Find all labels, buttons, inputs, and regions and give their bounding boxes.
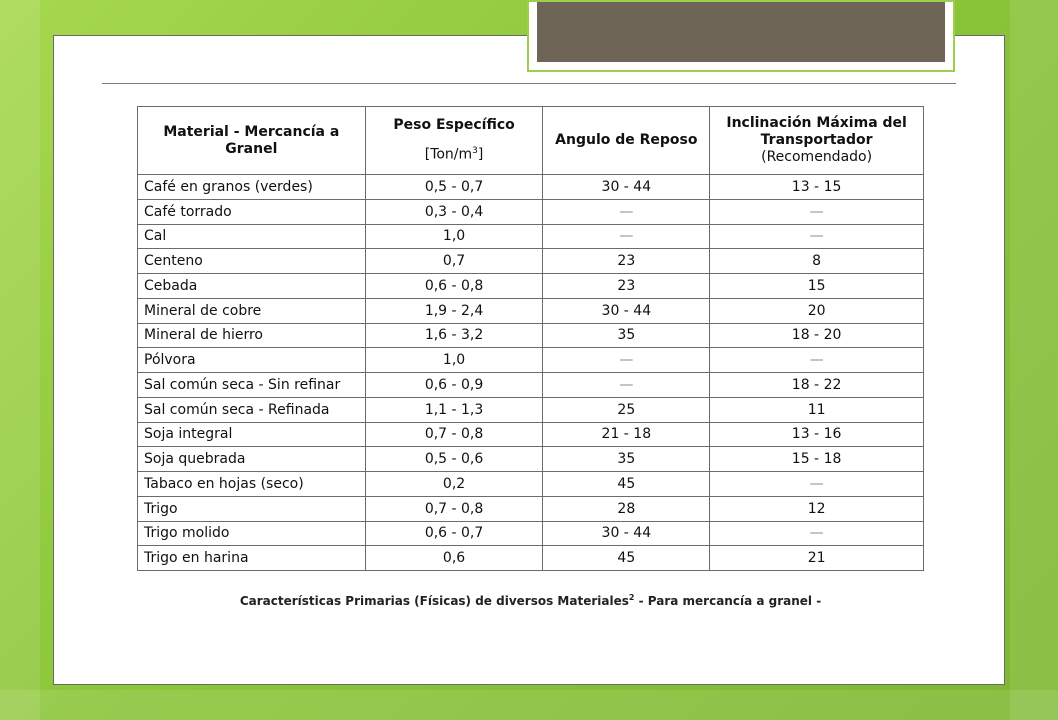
cell-angulo: — — [543, 373, 710, 398]
header-inclinacion: Inclinación Máxima del Transportador (Recomendado) — [710, 107, 924, 175]
cell-material: Sal común seca - Sin refinar — [138, 373, 366, 398]
table-header-row — [138, 107, 924, 175]
cell-inclinacion: — — [710, 348, 924, 373]
cell-peso: 1,0 — [365, 348, 543, 373]
cell-angulo: 21 - 18 — [543, 422, 710, 447]
cell-peso: 0,6 — [365, 546, 543, 571]
cell-inclinacion: 13 - 15 — [710, 175, 924, 200]
title-placeholder — [527, 0, 955, 72]
cell-angulo: 25 — [543, 397, 710, 422]
cell-peso: 0,5 - 0,6 — [365, 447, 543, 472]
table-row — [138, 298, 924, 323]
cell-peso: 0,6 - 0,9 — [365, 373, 543, 398]
background-stripe — [1010, 0, 1058, 720]
cell-inclinacion: 18 - 20 — [710, 323, 924, 348]
table-row — [138, 546, 924, 571]
cell-material: Trigo — [138, 496, 366, 521]
cell-peso: 0,5 - 0,7 — [365, 175, 543, 200]
cell-material: Tabaco en hojas (seco) — [138, 472, 366, 497]
table-row — [138, 348, 924, 373]
cell-peso: 0,7 - 0,8 — [365, 496, 543, 521]
cell-material: Trigo en harina — [138, 546, 366, 571]
table-row — [138, 422, 924, 447]
cell-inclinacion: 21 — [710, 546, 924, 571]
cell-inclinacion: 15 - 18 — [710, 447, 924, 472]
cell-material: Cal — [138, 224, 366, 249]
cell-angulo: 23 — [543, 274, 710, 299]
cell-material: Soja quebrada — [138, 447, 366, 472]
table-row — [138, 472, 924, 497]
header-angulo: Angulo de Reposo — [543, 107, 710, 175]
cell-material: Cebada — [138, 274, 366, 299]
background-stripe — [0, 0, 40, 720]
table-row — [138, 274, 924, 299]
cell-peso: 0,7 - 0,8 — [365, 422, 543, 447]
cell-peso: 0,3 - 0,4 — [365, 199, 543, 224]
cell-peso: 1,1 - 1,3 — [365, 397, 543, 422]
cell-angulo: — — [543, 348, 710, 373]
header-peso: Peso Específico $[Ton/m^3]$ — [365, 107, 543, 175]
cell-peso: 0,2 — [365, 472, 543, 497]
cell-angulo: 35 — [543, 323, 710, 348]
cell-angulo: 28 — [543, 496, 710, 521]
cell-inclinacion: — — [710, 521, 924, 546]
title-box — [537, 2, 945, 62]
materials-table — [137, 106, 924, 571]
cell-angulo: 45 — [543, 546, 710, 571]
cell-inclinacion: 8 — [710, 249, 924, 274]
header-peso-unit: $[Ton/m^3]$ — [424, 146, 484, 163]
title-divider — [102, 83, 956, 84]
cell-angulo: 30 - 44 — [543, 175, 710, 200]
cell-inclinacion: — — [710, 199, 924, 224]
cell-inclinacion: 20 — [710, 298, 924, 323]
cell-inclinacion: — — [710, 224, 924, 249]
cell-angulo: 35 — [543, 447, 710, 472]
cell-angulo: — — [543, 199, 710, 224]
table-row — [138, 199, 924, 224]
table-row — [138, 447, 924, 472]
cell-material: Centeno — [138, 249, 366, 274]
cell-inclinacion: — — [710, 472, 924, 497]
header-material: Material - Mercancía a Granel — [138, 107, 366, 175]
cell-peso: 0,7 — [365, 249, 543, 274]
table-row — [138, 249, 924, 274]
table-row — [138, 496, 924, 521]
table-row — [138, 224, 924, 249]
table-row — [138, 397, 924, 422]
table-row — [138, 175, 924, 200]
cell-angulo: 23 — [543, 249, 710, 274]
cell-material: Sal común seca - Refinada — [138, 397, 366, 422]
cell-inclinacion: 18 - 22 — [710, 373, 924, 398]
cell-material: Mineral de cobre — [138, 298, 366, 323]
cell-peso: 1,0 — [365, 224, 543, 249]
cell-angulo: — — [543, 224, 710, 249]
cell-inclinacion: 15 — [710, 274, 924, 299]
table-row — [138, 373, 924, 398]
background-stripe — [0, 690, 1058, 720]
cell-material: Café torrado — [138, 199, 366, 224]
table-row — [138, 323, 924, 348]
cell-angulo: 45 — [543, 472, 710, 497]
cell-peso: 1,6 - 3,2 — [365, 323, 543, 348]
cell-peso: 0,6 - 0,7 — [365, 521, 543, 546]
cell-material: Pólvora — [138, 348, 366, 373]
cell-peso: 1,9 - 2,4 — [365, 298, 543, 323]
cell-peso: 0,6 - 0,8 — [365, 274, 543, 299]
table-row — [138, 521, 924, 546]
cell-material: Trigo molido — [138, 521, 366, 546]
cell-angulo: 30 - 44 — [543, 298, 710, 323]
cell-material: Mineral de hierro — [138, 323, 366, 348]
cell-inclinacion: 11 — [710, 397, 924, 422]
cell-inclinacion: 12 — [710, 496, 924, 521]
table-caption: Características Primarias (Físicas) de diversos Materiales$^2$ - Para mercancía a granel - — [239, 593, 822, 608]
cell-angulo: 30 - 44 — [543, 521, 710, 546]
cell-material: Soja integral — [138, 422, 366, 447]
cell-material: Café en granos (verdes) — [138, 175, 366, 200]
cell-inclinacion: 13 - 16 — [710, 422, 924, 447]
